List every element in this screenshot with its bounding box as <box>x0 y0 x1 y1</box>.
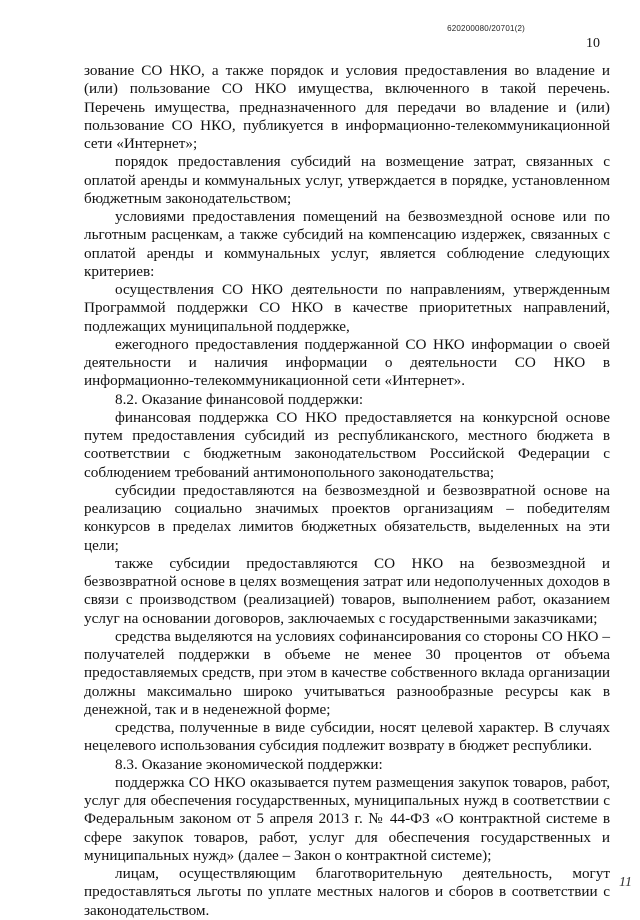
section-heading: 8.2. Оказание финансовой поддержки: <box>115 390 364 408</box>
section-heading: 8.3. Оказание экономической поддержки: <box>115 755 383 773</box>
paragraph: порядок предоставления субсидий на возмещение затрат, связанных с оплатой аренды и коммунальных услуг, утверждается в порядке, установленном бюджетным законодательством; <box>84 153 610 207</box>
paragraph: также субсидии предоставляются СО НКО на безвозмездной и безвозвратной основе в целях возмещения затрат или недополученных доходов в связи с производством (реализацией) товаров, выполнением работ, оказанием услуг на основании договоров, заключаемых с государственными заказчиками; <box>84 554 610 627</box>
document-id: 620200080/20701(2) <box>447 24 525 33</box>
page-number: 10 <box>586 36 600 51</box>
paragraph: средства выделяются на условиях софинансирования со стороны СО НКО – получателей поддержки в объеме не менее 30 процентов от объема предоставляемых средств, при этом в качестве собственного вклада организации должны максимально широко учитываться разнообразные ресурсы как в денежной, так и в неденежной форме; <box>84 627 610 718</box>
paragraph: поддержка СО НКО оказывается путем размещения закупок товаров, работ, услуг для обеспечения государственных, муниципальных нужд в соответствии с Федеральным законом от 5 апреля 2013 г. № 44-ФЗ «О контрактной системе в сфере закупок товаров, работ, услуг для обеспечения государственных и муниципальных нужд» (далее – Закон о контрактной системе); <box>84 773 610 864</box>
paragraph: средства, полученные в виде субсидии, носят целевой характер. В случаях нецелевого использования субсидия подлежит возврату в бюджет республики. <box>84 719 610 755</box>
paragraph: лицам, осуществляющим благотворительную деятельность, могут предоставляться льготы по уплате местных налогов и сборов в соответствии с законодательством. <box>84 865 610 919</box>
handwritten-page-mark: 11 <box>619 875 632 890</box>
paragraph: условиями предоставления помещений на безвозмездной основе или по льготным расценкам, а также субсидий на компенсацию издержек, связанных с оплатой аренды и коммунальных услуг, является соблюдение следующих критериев: <box>84 208 610 280</box>
paragraph: субсидии предоставляются на безвозмездной и безвозвратной основе на реализацию социально значимых проектов организациям – победителям конкурсов в пределах лимитов бюджетных обязательств, выделенных на эти цели; <box>84 481 610 554</box>
paragraph: осуществления СО НКО деятельности по направлениям, утвержденным Программой поддержки СО НКО в качестве приоритетных направлений, подлежащих муниципальной поддержке, <box>84 281 610 335</box>
paragraph: финансовая поддержка СО НКО предоставляется на конкурсной основе путем предоставления субсидий из республиканского, местного бюджета в соответствии с бюджетным законодательством Российской Федерации с соблюдением требований антимонопольного законодательства; <box>84 408 610 481</box>
document-body <box>84 62 610 920</box>
paragraph: зование СО НКО, а также порядок и условия предоставления во владение и (или) пользование СО НКО имущества, включенного в такой перечень. Перечень имущества, предназначенного для передачи во владение и (или) пользование СО НКО, публикуется в информационно-телекоммуникационной сети «Интернет»; <box>84 62 610 152</box>
paragraph: ежегодного предоставления поддержанной СО НКО информации о своей деятельности и наличия информации о деятельности СО НКО в информационно-телекоммуникационной сети «Интернет». <box>84 335 610 390</box>
